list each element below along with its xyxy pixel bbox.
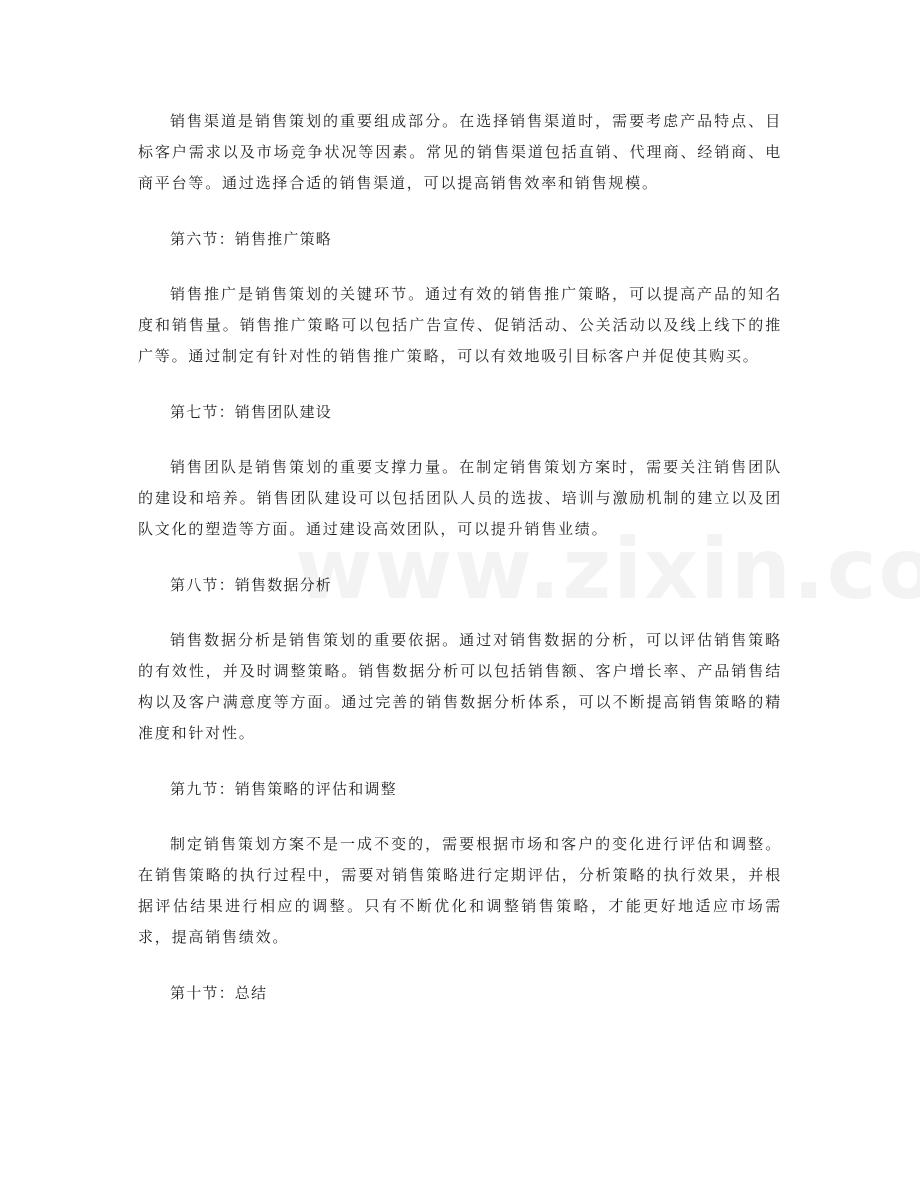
document-body bbox=[138, 106, 782, 1009]
section-heading-10: 第十节：总结 bbox=[170, 984, 268, 1002]
paragraph-sales-data-analysis: 销售数据分析是销售策划的重要依据。通过对销售数据的分析，可以评估销售策略的有效性，并及时调整策略。销售数据分析可以包括销售额、客户增长率、产品销售结构以及客户满意度等方面。通过完善的销售数据分析体系，可以不断提高销售策略的精准度和针对性。 bbox=[138, 631, 782, 742]
section-heading-7: 第七节：销售团队建设 bbox=[170, 403, 333, 421]
paragraph-sales-team: 销售团队是销售策划的重要支撑力量。在制定销售策划方案时，需要关注销售团队的建设和培养。销售团队建设可以包括团队人员的选拔、培训与激励机制的建立以及团队文化的塑造等方面。通过建设高效团队，可以提升销售业绩。 bbox=[138, 458, 782, 538]
section-heading-9: 第九节：销售策略的评估和调整 bbox=[170, 780, 397, 798]
section-heading-8: 第八节：销售数据分析 bbox=[170, 576, 333, 594]
paragraph-strategy-evaluation: 制定销售策划方案不是一成不变的，需要根据市场和客户的变化进行评估和调整。在销售策略的执行过程中，需要对销售策略进行定期评估，分析策略的执行效果，并根据评估结果进行相应的调整。只有不断优化和调整销售策略，才能更好地适应市场需求，提高销售绩效。 bbox=[138, 835, 782, 946]
paragraph-sales-promotion: 销售推广是销售策划的关键环节。通过有效的销售推广策略，可以提高产品的知名度和销售量。销售推广策略可以包括广告宣传、促销活动、公关活动以及线上线下的推广等。通过制定有针对性的销售推广策略，可以有效地吸引目标客户并促使其购买。 bbox=[138, 285, 782, 365]
paragraph-sales-channels: 销售渠道是销售策划的重要组成部分。在选择销售渠道时，需要考虑产品特点、目标客户需求以及市场竞争状况等因素。常见的销售渠道包括直销、代理商、经销商、电商平台等。通过选择合适的销售渠道，可以提高销售效率和销售规模。 bbox=[138, 112, 782, 192]
section-heading-6: 第六节：销售推广策略 bbox=[170, 230, 333, 248]
